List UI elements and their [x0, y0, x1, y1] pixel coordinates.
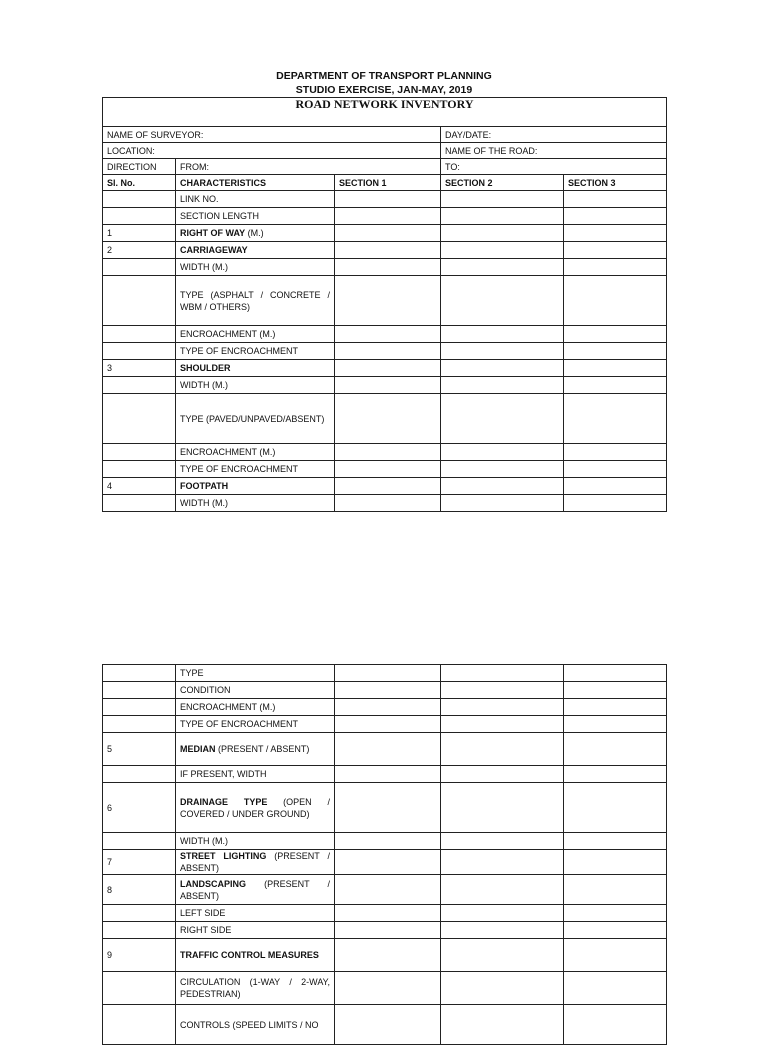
section-2-entry-cell[interactable]	[441, 394, 564, 444]
section-3-entry-cell[interactable]	[564, 922, 667, 939]
section-2-entry-cell[interactable]	[441, 242, 564, 259]
section-2-entry-cell[interactable]	[441, 922, 564, 939]
characteristic-cell	[176, 833, 335, 850]
table-row	[103, 259, 667, 276]
table-row	[103, 682, 667, 699]
section-2-entry-cell[interactable]	[441, 733, 564, 766]
serial-number-cell: 8	[103, 875, 176, 905]
serial-number-cell	[103, 343, 176, 360]
section-1-entry-cell[interactable]	[335, 495, 441, 512]
section-2-entry-cell[interactable]	[441, 461, 564, 478]
table-row	[103, 461, 667, 478]
serial-number-cell: 9	[103, 939, 176, 972]
characteristic-cell	[176, 461, 335, 478]
characteristic-label: IF PRESENT, WIDTH	[180, 769, 267, 779]
section-3-entry-cell[interactable]	[564, 766, 667, 783]
section-2-entry-cell[interactable]	[441, 225, 564, 242]
section-3-entry-cell[interactable]	[564, 905, 667, 922]
serial-number-cell	[103, 326, 176, 343]
serial-number-cell	[103, 495, 176, 512]
serial-number-cell: 4	[103, 478, 176, 495]
section-3-entry-cell[interactable]	[564, 259, 667, 276]
section-2-entry-cell[interactable]	[441, 972, 564, 1005]
section-1-entry-cell[interactable]	[335, 922, 441, 939]
section-1-entry-cell[interactable]	[335, 733, 441, 766]
section-1-entry-cell[interactable]	[335, 343, 441, 360]
inventory-table-1	[102, 97, 667, 512]
section-2-entry-cell[interactable]	[441, 833, 564, 850]
section-1-entry-cell[interactable]	[335, 905, 441, 922]
section-2-entry-cell[interactable]	[441, 444, 564, 461]
table-row	[103, 665, 667, 682]
section-2-entry-cell[interactable]	[441, 682, 564, 699]
table-row	[103, 377, 667, 394]
characteristic-cell	[176, 444, 335, 461]
department-heading: DEPARTMENT OF TRANSPORT PLANNING	[276, 70, 492, 82]
characteristic-cell	[176, 478, 335, 495]
characteristic-label: CIRCULATION (1-WAY / 2-WAY, PEDESTRIAN)	[180, 977, 330, 999]
name-of-surveyor-field[interactable]: NAME OF SURVEYOR:	[103, 127, 441, 143]
section-1-entry-cell[interactable]	[335, 242, 441, 259]
section-3-entry-cell[interactable]	[564, 343, 667, 360]
characteristic-cell	[176, 972, 335, 1005]
characteristic-label: CONDITION	[180, 685, 231, 695]
table-row	[103, 343, 667, 360]
serial-number-cell	[103, 276, 176, 326]
characteristic-label: SECTION LENGTH	[180, 211, 260, 221]
characteristic-heading: RIGHT OF WAY	[180, 228, 246, 238]
serial-number-cell	[103, 461, 176, 478]
characteristic-cell	[176, 326, 335, 343]
section-2-entry-cell[interactable]	[441, 208, 564, 225]
table-row	[103, 225, 667, 242]
characteristic-label: RIGHT SIDE	[180, 925, 232, 935]
table-row	[103, 495, 667, 512]
table-row	[103, 444, 667, 461]
to-field[interactable]: TO:	[441, 159, 667, 175]
serial-number-cell: 1	[103, 225, 176, 242]
section-2-entry-cell[interactable]	[441, 191, 564, 208]
characteristic-cell	[176, 276, 335, 326]
serial-number-cell	[103, 208, 176, 225]
section-3-entry-cell[interactable]	[564, 495, 667, 512]
section-1-entry-cell[interactable]	[335, 444, 441, 461]
serial-number-cell	[103, 682, 176, 699]
table-row	[103, 833, 667, 850]
section-3-entry-cell[interactable]	[564, 461, 667, 478]
characteristic-cell	[176, 716, 335, 733]
section-1-entry-cell[interactable]	[335, 478, 441, 495]
section-3-entry-cell[interactable]	[564, 478, 667, 495]
section-3-entry-cell[interactable]	[564, 939, 667, 972]
exercise-heading: STUDIO EXERCISE, JAN-MAY, 2019	[295, 84, 473, 96]
section-2-entry-cell[interactable]	[441, 343, 564, 360]
characteristic-label: WIDTH (M.)	[180, 380, 228, 390]
characteristic-cell	[176, 905, 335, 922]
section-3-entry-cell[interactable]	[564, 850, 667, 875]
section-1-entry-cell[interactable]	[335, 939, 441, 972]
section-1-entry-cell[interactable]	[335, 377, 441, 394]
table-row	[103, 716, 667, 733]
serial-number-cell	[103, 766, 176, 783]
section-3-entry-cell[interactable]	[564, 377, 667, 394]
table-row	[103, 875, 667, 905]
serial-number-cell	[103, 905, 176, 922]
section-1-entry-cell[interactable]	[335, 276, 441, 326]
serial-number-cell	[103, 922, 176, 939]
section-1-entry-cell[interactable]	[335, 699, 441, 716]
characteristic-note: (PRESENT / ABSENT)	[215, 744, 310, 754]
section-3-entry-cell[interactable]	[564, 394, 667, 444]
form-title: ROAD NETWORK INVENTORY	[103, 98, 667, 127]
section-1-entry-cell[interactable]	[335, 225, 441, 242]
characteristic-note: (OPEN / COVERED / UNDER GROUND)	[180, 796, 330, 819]
characteristic-heading: LANDSCAPING	[180, 878, 247, 889]
characteristic-label: ENCROACHMENT (M.)	[180, 447, 276, 457]
section-2-entry-cell[interactable]	[441, 699, 564, 716]
serial-number-cell	[103, 699, 176, 716]
serial-number-cell: 3	[103, 360, 176, 377]
location-field[interactable]: LOCATION:	[103, 143, 441, 159]
name-of-road-field[interactable]: NAME OF THE ROAD:	[441, 143, 667, 159]
section-1-entry-cell[interactable]	[335, 972, 441, 1005]
serial-number-cell	[103, 394, 176, 444]
characteristic-cell	[176, 343, 335, 360]
characteristic-cell	[176, 665, 335, 682]
section-2-entry-cell[interactable]	[441, 326, 564, 343]
characteristic-label: TYPE OF ENCROACHMENT	[180, 346, 299, 356]
section-3-entry-cell[interactable]	[564, 444, 667, 461]
characteristic-cell	[176, 495, 335, 512]
section-3-entry-cell[interactable]	[564, 208, 667, 225]
serial-number-cell	[103, 833, 176, 850]
characteristic-heading: DRAINAGE TYPE	[180, 796, 268, 807]
characteristic-cell	[176, 850, 335, 875]
section-2-entry-cell[interactable]	[441, 360, 564, 377]
section-1-entry-cell[interactable]	[335, 665, 441, 682]
col-header-section-2: SECTION 2	[441, 175, 564, 191]
characteristic-heading: SHOULDER	[180, 363, 231, 373]
table-row	[103, 360, 667, 377]
direction-label: DIRECTION	[103, 159, 176, 175]
section-3-entry-cell[interactable]	[564, 972, 667, 1005]
characteristic-label: WIDTH (M.)	[180, 498, 228, 508]
table-row	[103, 394, 667, 444]
section-2-entry-cell[interactable]	[441, 495, 564, 512]
serial-number-cell	[103, 259, 176, 276]
section-1-entry-cell[interactable]	[335, 716, 441, 733]
section-3-entry-cell[interactable]	[564, 360, 667, 377]
characteristic-label: ENCROACHMENT (M.)	[180, 329, 276, 339]
section-2-entry-cell[interactable]	[441, 766, 564, 783]
table-row	[103, 191, 667, 208]
characteristic-heading: CARRIAGEWAY	[180, 245, 248, 255]
section-3-entry-cell[interactable]	[564, 875, 667, 905]
characteristic-note: (M.)	[245, 228, 264, 238]
section-2-entry-cell[interactable]	[441, 665, 564, 682]
section-1-entry-cell[interactable]	[335, 833, 441, 850]
section-2-entry-cell[interactable]	[441, 783, 564, 833]
section-3-entry-cell[interactable]	[564, 1005, 667, 1045]
section-2-entry-cell[interactable]	[441, 716, 564, 733]
section-3-entry-cell[interactable]	[564, 716, 667, 733]
section-2-entry-cell[interactable]	[441, 939, 564, 972]
serial-number-cell	[103, 665, 176, 682]
table-row	[103, 733, 667, 766]
table-row	[103, 850, 667, 875]
characteristic-cell	[176, 682, 335, 699]
serial-number-cell	[103, 1005, 176, 1045]
characteristic-label: CONTROLS (SPEED LIMITS / NO	[180, 1019, 319, 1030]
col-header-characteristics: CHARACTERISTICS	[176, 175, 335, 191]
inventory-table-2	[102, 664, 667, 1045]
characteristic-label: LINK NO.	[180, 194, 219, 204]
characteristic-cell	[176, 699, 335, 716]
table-row	[103, 208, 667, 225]
characteristic-cell	[176, 360, 335, 377]
section-1-entry-cell[interactable]	[335, 850, 441, 875]
characteristic-cell	[176, 1005, 335, 1045]
section-1-entry-cell[interactable]	[335, 682, 441, 699]
serial-number-cell: 7	[103, 850, 176, 875]
section-3-entry-cell[interactable]	[564, 242, 667, 259]
section-2-entry-cell[interactable]	[441, 377, 564, 394]
table-row	[103, 478, 667, 495]
section-3-entry-cell[interactable]	[564, 783, 667, 833]
characteristic-heading: TRAFFIC CONTROL MEASURES	[180, 950, 319, 960]
characteristic-cell	[176, 733, 335, 766]
from-field[interactable]: FROM:	[176, 159, 441, 175]
table-row	[103, 783, 667, 833]
table-row	[103, 326, 667, 343]
characteristic-cell	[176, 208, 335, 225]
section-3-entry-cell[interactable]	[564, 665, 667, 682]
serial-number-cell	[103, 972, 176, 1005]
serial-number-cell	[103, 377, 176, 394]
characteristic-note: (PRESENT / ABSENT)	[180, 851, 330, 873]
characteristic-heading: MEDIAN	[180, 744, 216, 754]
section-3-entry-cell[interactable]	[564, 682, 667, 699]
characteristic-label: WIDTH (M.)	[180, 262, 228, 272]
characteristic-cell	[176, 783, 335, 833]
section-2-entry-cell[interactable]	[441, 1005, 564, 1045]
characteristic-note: (PRESENT / ABSENT)	[180, 878, 330, 901]
table-row	[103, 242, 667, 259]
characteristic-label: TYPE OF ENCROACHMENT	[180, 719, 299, 729]
table-row	[103, 766, 667, 783]
serial-number-cell	[103, 716, 176, 733]
characteristic-cell	[176, 875, 335, 905]
characteristic-heading: FOOTPATH	[180, 481, 229, 491]
col-header-section-1: SECTION 1	[335, 175, 441, 191]
section-1-entry-cell[interactable]	[335, 191, 441, 208]
characteristic-cell	[176, 225, 335, 242]
col-header-section-3: SECTION 3	[564, 175, 667, 191]
section-2-entry-cell[interactable]	[441, 850, 564, 875]
characteristic-heading: STREET LIGHTING	[180, 851, 267, 861]
section-2-entry-cell[interactable]	[441, 875, 564, 905]
section-3-entry-cell[interactable]	[564, 225, 667, 242]
characteristic-cell	[176, 394, 335, 444]
section-2-entry-cell[interactable]	[441, 276, 564, 326]
characteristic-label: TYPE (ASPHALT / CONCRETE / WBM / OTHERS)	[180, 289, 330, 312]
section-2-entry-cell[interactable]	[441, 905, 564, 922]
table-row	[103, 972, 667, 1005]
characteristic-cell	[176, 377, 335, 394]
characteristic-label: TYPE	[180, 668, 204, 678]
section-1-entry-cell[interactable]	[335, 208, 441, 225]
characteristic-cell	[176, 766, 335, 783]
column-header-row	[103, 175, 667, 191]
characteristic-cell	[176, 242, 335, 259]
section-1-entry-cell[interactable]	[335, 1005, 441, 1045]
section-3-entry-cell[interactable]	[564, 733, 667, 766]
serial-number-cell: 6	[103, 783, 176, 833]
characteristic-cell	[176, 259, 335, 276]
characteristic-label: ENCROACHMENT (M.)	[180, 702, 276, 712]
characteristic-label: TYPE (PAVED/UNPAVED/ABSENT)	[180, 413, 325, 424]
characteristic-cell	[176, 939, 335, 972]
section-2-entry-cell[interactable]	[441, 478, 564, 495]
section-3-entry-cell[interactable]	[564, 276, 667, 326]
table-row	[103, 699, 667, 716]
section-1-entry-cell[interactable]	[335, 394, 441, 444]
col-header-sl-no: Sl. No.	[103, 175, 176, 191]
section-1-entry-cell[interactable]	[335, 783, 441, 833]
serial-number-cell: 2	[103, 242, 176, 259]
section-3-entry-cell[interactable]	[564, 326, 667, 343]
section-1-entry-cell[interactable]	[335, 875, 441, 905]
section-1-entry-cell[interactable]	[335, 259, 441, 276]
section-1-entry-cell[interactable]	[335, 461, 441, 478]
section-1-entry-cell[interactable]	[335, 360, 441, 377]
characteristic-cell	[176, 191, 335, 208]
section-1-entry-cell[interactable]	[335, 766, 441, 783]
section-1-entry-cell[interactable]	[335, 326, 441, 343]
day-date-field[interactable]: DAY/DATE:	[441, 127, 667, 143]
characteristic-label: LEFT SIDE	[180, 908, 226, 918]
characteristic-label: TYPE OF ENCROACHMENT	[180, 464, 299, 474]
serial-number-cell: 5	[103, 733, 176, 766]
table-row	[103, 905, 667, 922]
characteristic-cell	[176, 922, 335, 939]
table-row	[103, 1005, 667, 1045]
table-row	[103, 939, 667, 972]
section-3-entry-cell[interactable]	[564, 699, 667, 716]
section-2-entry-cell[interactable]	[441, 259, 564, 276]
characteristic-label: WIDTH (M.)	[180, 836, 228, 846]
section-3-entry-cell[interactable]	[564, 833, 667, 850]
table-row	[103, 276, 667, 326]
serial-number-cell	[103, 444, 176, 461]
serial-number-cell	[103, 191, 176, 208]
section-3-entry-cell[interactable]	[564, 191, 667, 208]
table-row	[103, 922, 667, 939]
